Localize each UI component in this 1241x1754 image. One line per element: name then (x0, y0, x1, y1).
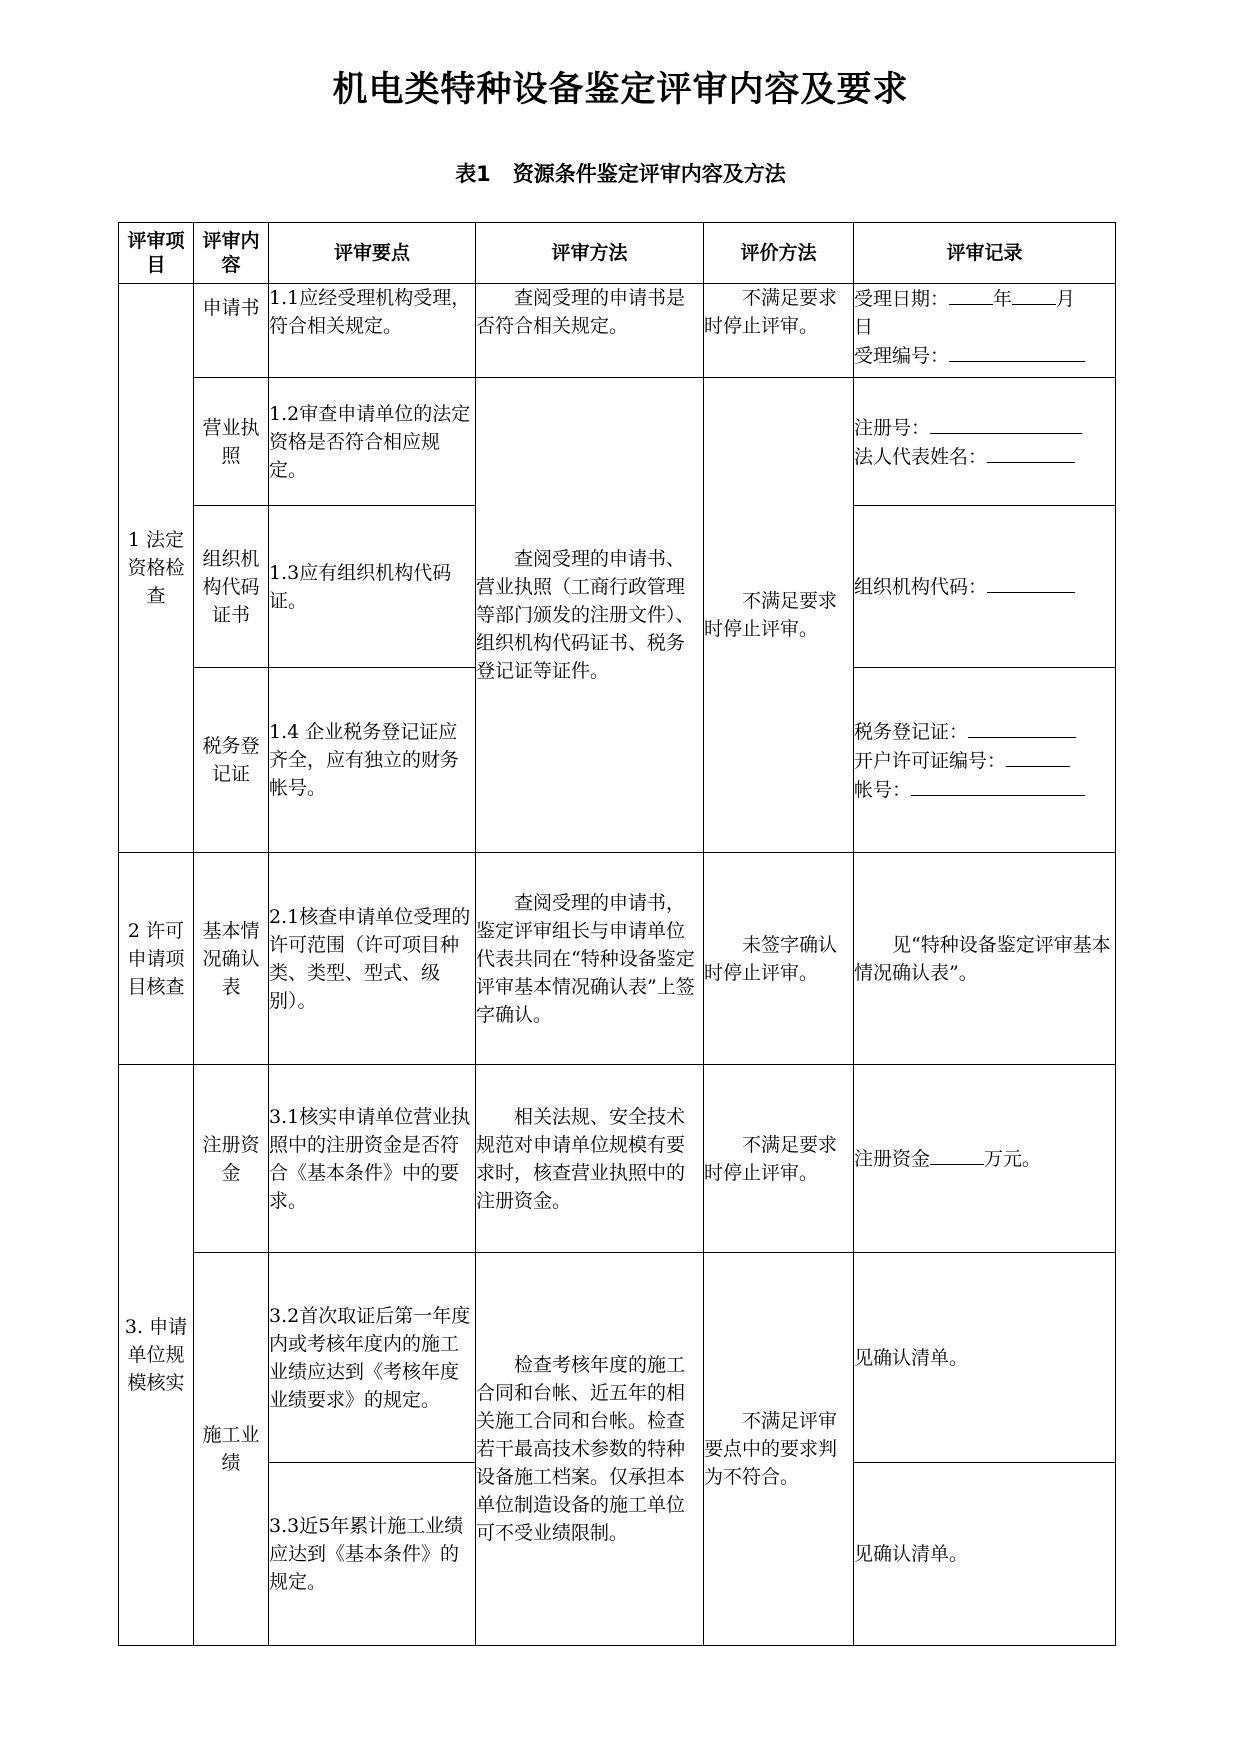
header-row (119, 223, 1116, 284)
point-cell: 1.4 企业税务登记证应齐全，应有独立的财务帐号。 (269, 668, 476, 853)
review-table (118, 222, 1116, 1646)
content-cell: 营业执照 (194, 378, 269, 506)
table-row (119, 1065, 1116, 1253)
content-cell: 申请书 (194, 284, 269, 378)
method-cell: 查阅受理的申请书、营业执照（工商行政管理等部门颁发的注册文件）、组织机构代码证书、税务登记证等证件。 (476, 378, 704, 853)
table-caption (0, 158, 1241, 188)
review-item-cell: 1 法定资格检查 (119, 284, 194, 853)
point-cell: 3.1核实申请单位营业执照中的注册资金是否符合《基本条件》中的要求。 (269, 1065, 476, 1253)
header-content: 评审内容 (194, 223, 269, 284)
table-row (119, 378, 1116, 506)
record-cell: 见确认清单。 (854, 1463, 1116, 1646)
evaluation-cell: 未签字确认时停止评审。 (704, 853, 854, 1065)
evaluation-cell: 不满足评审要点中的要求判为不符合。 (704, 1253, 854, 1646)
document-title: 机电类特种设备鉴定评审内容及要求 (332, 70, 909, 110)
table-caption-text: 资源条件鉴定评审内容及方法 (512, 162, 786, 186)
point-cell: 3.2首次取证后第一年度内或考核年度内的施工业绩应达到《考核年度业绩要求》的规定。 (269, 1253, 476, 1463)
record-cell: 注册资金 万元。 (854, 1065, 1116, 1253)
table-row (119, 1253, 1116, 1463)
method-cell: 相关法规、安全技术规范对申请单位规模有要求时，核查营业执照中的注册资金。 (476, 1065, 704, 1253)
content-cell: 基本情况确认表 (194, 853, 269, 1065)
evaluation-cell: 不满足要求时停止评审。 (704, 1065, 854, 1253)
table-row (119, 284, 1116, 378)
content-cell: 施工业绩 (194, 1253, 269, 1646)
header-item: 评审项目 (119, 223, 194, 284)
header-points: 评审要点 (269, 223, 476, 284)
record-cell: 注册号： 法人代表姓名： (854, 378, 1116, 506)
content-cell: 组织机构代码证书 (194, 506, 269, 668)
header-evaluation: 评价方法 (704, 223, 854, 284)
header-method: 评审方法 (476, 223, 704, 284)
evaluation-cell: 不满足要求时停止评审。 (704, 378, 854, 853)
record-cell: 受理日期： 年 月 日 受理编号： (854, 284, 1116, 378)
point-cell: 2.1核查申请单位受理的许可范围（许可项目种类、类型、型式、级别）。 (269, 853, 476, 1065)
content-cell: 注册资金 (194, 1065, 269, 1253)
review-item-cell: 2 许可申请项目核查 (119, 853, 194, 1065)
method-cell: 查阅受理的申请书，鉴定评审组长与申请单位代表共同在“特种设备鉴定评审基本情况确认表”上签字确认。 (476, 853, 704, 1065)
record-cell: 组织机构代码： (854, 506, 1116, 668)
record-cell: 见“特种设备鉴定评审基本情况确认表”。 (854, 853, 1116, 1065)
point-cell: 1.2审查申请单位的法定资格是否符合相应规定。 (269, 378, 476, 506)
record-cell: 见确认清单。 (854, 1253, 1116, 1463)
table-number: 表1 (455, 162, 491, 186)
point-cell: 3.3近5年累计施工业绩应达到《基本条件》的规定。 (269, 1463, 476, 1646)
record-cell: 税务登记证： 开户许可证编号： 帐号： (854, 668, 1116, 853)
method-cell: 检查考核年度的施工合同和台帐、近五年的相关施工合同和台帐。检查若干最高技术参数的特种设备施工档案。仅承担本单位制造设备的施工单位可不受业绩限制。 (476, 1253, 704, 1646)
point-cell: 1.1应经受理机构受理，符合相关规定。 (269, 284, 476, 378)
review-item-cell: 3. 申请单位规模核实 (119, 1065, 194, 1646)
table-row (119, 853, 1116, 1065)
point-cell: 1.3应有组织机构代码证。 (269, 506, 476, 668)
evaluation-cell: 不满足要求时停止评审。 (704, 284, 854, 378)
method-cell: 查阅受理的申请书是否符合相关规定。 (476, 284, 704, 378)
header-record: 评审记录 (854, 223, 1116, 284)
content-cell: 税务登记证 (194, 668, 269, 853)
